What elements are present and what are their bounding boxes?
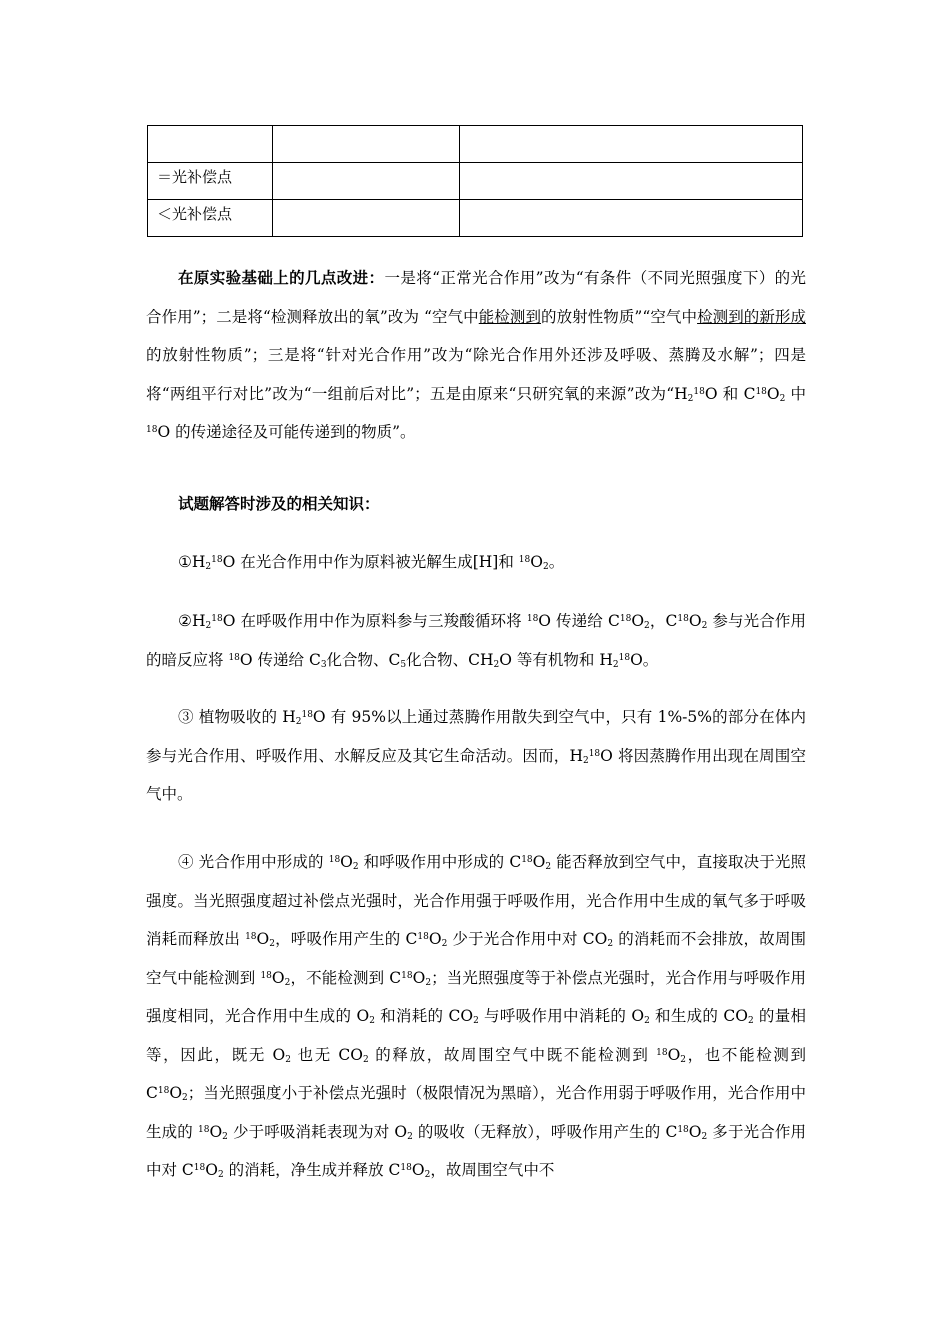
underlined-text: 能检测到 bbox=[478, 307, 542, 326]
knowledge-item-1: $①H_2^{18}O$ 在光合作用中作为原料被光解生成[H]和 $^{18}O_2$。 bbox=[178, 553, 565, 572]
improvements-paragraph: 在原实验基础上的几点改进：一是将“正常光合作用”改为“有条件（不同光照强度下）的光合作用”；二是将“检测释放出的氧”改为 “空气中能检测到的放射性物质”“空气中检测到的新形成的放射性物质”；三是将“针对光合作用”改为“除光合作用外还涉及呼吸、蒸腾及水解”；四是将“两组平行对比”改为“一组前后对比”；五是由原来“只研究氧的来源”改为“$H_2^{18}O$ 和 $C^{18}O_2$ 中 $^{18}$O 的传递途径及可能传递到的物质”。 bbox=[146, 268, 807, 441]
table-row bbox=[148, 200, 803, 237]
knowledge-item-4: ④ 光合作用中形成的 $^{18}O_2$ 和呼吸作用中形成的 $C^{18}O_2$ 能否释放到空气中，直接取决于光照强度。当光照强度超过补偿点光强时，光合作用强于呼吸作用，光合作用中生成的氧气多于呼吸消耗而释放出 $^{18}O_2$，呼吸作用产生的 $C^{18}O_2$ 少于光合作用中对 $CO_2$ 的消耗而不会排放，故周围空气中能检测到 $^{18}O_2$，不能检测到 $C^{18}O_2$；当光照强度等于补偿点光强时，光合作用与呼吸作用强度相同，光合作用中生成的 $O_2$ 和消耗的 $CO_2$ 与呼吸作用中消耗的 $O_2$ 和生成的 $CO_2$ 的量相等，因此，既无 $O_2$ 也无 $CO_2$ 的释放，故周围空气中既不能检测到 $^{18}O_2$，也不能检测到 $C^{18}O_2$；当光照强度小于补偿点光强时（极限情况为黑暗），光合作用弱于呼吸作用，光合作用中生成的 $^{18}O_2$ 少于呼吸消耗表现为对 $O_2$ 的吸收（无释放），呼吸作用产生的 $C^{18}O_2$ 多于光合作用中对 $C^{18}O_2$ 的消耗，净生成并释放 $C^{18}O_2$，故周围空气中不 bbox=[146, 853, 807, 1180]
table-row bbox=[148, 126, 803, 163]
table-cell bbox=[148, 126, 273, 163]
table-cell: ＝光补偿点 bbox=[148, 163, 273, 200]
result-table bbox=[147, 125, 803, 237]
table-row bbox=[148, 163, 803, 200]
table-cell bbox=[273, 126, 460, 163]
table-cell bbox=[273, 163, 460, 200]
table-cell: ＜光补偿点 bbox=[148, 200, 273, 237]
knowledge-item-2: $②H_2^{18}O$ 在呼吸作用中作为原料参与三羧酸循环将 $^{18}$O 传递给 $C^{18}O_2$，$C^{18}O_2$ 参与光合作用的暗反应将 $^{18}$O 传递给 $C_3$化合物、$C_5$化合物、$CH_2O$ 等有机物和 $H_2^{18}O$。 bbox=[146, 612, 806, 670]
table-cell bbox=[460, 163, 803, 200]
table-cell bbox=[460, 200, 803, 237]
underlined-text: 检测到的新形成 bbox=[697, 307, 806, 326]
knowledge-heading: 试题解答时涉及的相关知识： bbox=[178, 494, 380, 513]
improvements-heading: 在原实验基础上的几点改进： bbox=[178, 268, 385, 287]
knowledge-item-3: ③ 植物吸收的 $H_2^{18}O$ 有 95%以上通过蒸腾作用散失到空气中，只有 1%-5%的部分在体内参与光合作用、呼吸作用、水解反应及其它生命活动。因而，$H_2^{18}O$ 将因蒸腾作用出现在周围空气中。 bbox=[146, 708, 807, 803]
table-cell bbox=[460, 126, 803, 163]
table-cell bbox=[273, 200, 460, 237]
